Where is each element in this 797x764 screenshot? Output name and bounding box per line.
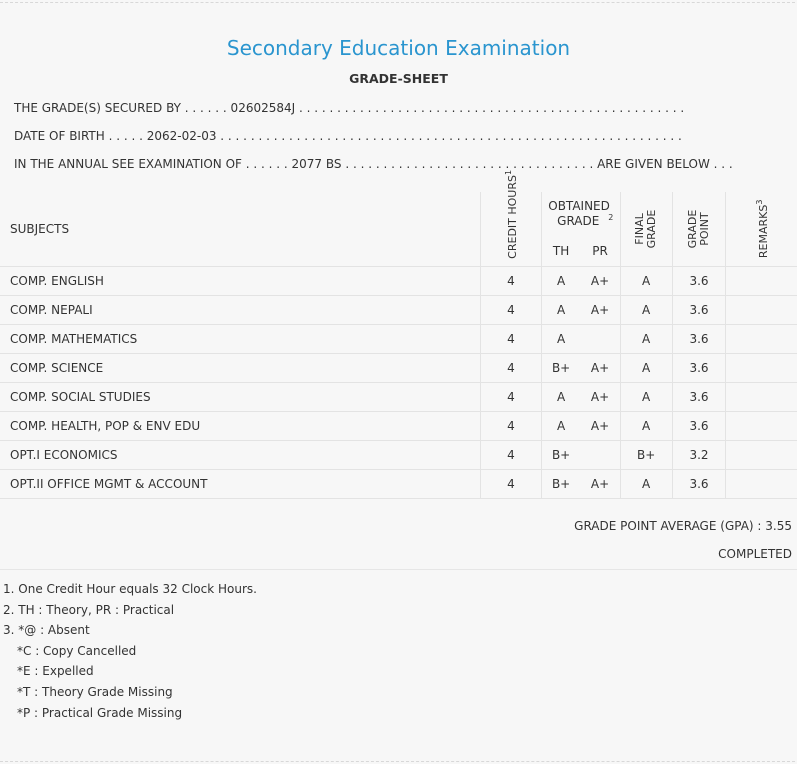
th-grade-cell: A: [541, 383, 580, 412]
pr-header: PR: [580, 236, 620, 267]
table-row: [0, 470, 797, 499]
grade-point-cell: 3.6: [672, 325, 726, 354]
table-row: [0, 412, 797, 441]
subject-cell: COMP. MATHEMATICS: [0, 325, 480, 354]
note-item: *T : Theory Grade Missing: [17, 684, 173, 699]
final-grade-cell: A: [620, 267, 672, 296]
remarks-header: REMARKS$^3$: [726, 192, 797, 267]
final-grade-header: FINAL GRADE: [620, 192, 672, 267]
credit-cell: 4: [480, 470, 541, 499]
note-item: *C : Copy Cancelled: [17, 643, 137, 658]
divider: [0, 569, 797, 570]
remarks-cell: [726, 383, 797, 412]
pr-grade-cell: A+: [580, 296, 620, 325]
th-grade-cell: B+: [541, 354, 580, 383]
th-grade-cell: B+: [541, 441, 580, 470]
obtained-grade-header: OBTAINED GRADE $^2$: [541, 192, 620, 236]
credit-cell: 4: [480, 412, 541, 441]
grade-point-cell: 3.6: [672, 383, 726, 412]
note-item: *P : Practical Grade Missing: [17, 705, 183, 720]
subject-cell: OPT.I ECONOMICS: [0, 441, 480, 470]
page-title: Secondary Education Examination: [226, 36, 571, 60]
footnotes: [3, 579, 257, 723]
grade-point-cell: 3.6: [672, 354, 726, 383]
pr-grade-cell: A+: [580, 412, 620, 441]
table-row: [0, 354, 797, 383]
final-grade-cell: A: [620, 296, 672, 325]
remarks-cell: [726, 354, 797, 383]
subject-cell: COMP. SCIENCE: [0, 354, 480, 383]
page-subtitle: GRADE-SHEET: [349, 71, 448, 86]
grade-point-header: GRADE POINT: [672, 192, 726, 267]
table-row: [0, 325, 797, 354]
th-grade-cell: A: [541, 267, 580, 296]
grade-point-cell: 3.6: [672, 296, 726, 325]
subject-cell: COMP. ENGLISH: [0, 267, 480, 296]
credit-cell: 4: [480, 325, 541, 354]
th-header: TH: [541, 236, 580, 267]
grade-point-cell: 3.6: [672, 412, 726, 441]
gpa-summary: GRADE POINT AVERAGE (GPA) : 3.55: [574, 519, 792, 533]
table-row: [0, 267, 797, 296]
final-grade-cell: B+: [620, 441, 672, 470]
credit-cell: 4: [480, 296, 541, 325]
status-text: COMPLETED: [718, 547, 792, 561]
grade-point-cell: 3.6: [672, 470, 726, 499]
secured-by-line: THE GRADE(S) SECURED BY . . . . . . 02602584J . . . . . . . . . . . . . . . . . . . . . . . . . . . . . . . . . . . . . . . . . . . . . . . . . . .: [14, 101, 685, 115]
subject-cell: COMP. HEALTH, POP & ENV EDU: [0, 412, 480, 441]
credit-cell: 4: [480, 267, 541, 296]
credit-hours-header: CREDIT HOURS$^1$: [480, 192, 541, 267]
dob-line: DATE OF BIRTH . . . . . 2062-02-03 . . . . . . . . . . . . . . . . . . . . . . . . . . . . . . . . . . . . . . . . . . . . . . . . . . . . . . . . . . . . .: [14, 129, 682, 143]
pr-grade-cell: A+: [580, 470, 620, 499]
pr-grade-cell: A+: [580, 267, 620, 296]
table-row: [0, 441, 797, 470]
remarks-cell: [726, 412, 797, 441]
credit-cell: 4: [480, 441, 541, 470]
th-grade-cell: B+: [541, 470, 580, 499]
credit-cell: 4: [480, 354, 541, 383]
subjects-header: SUBJECTS: [0, 192, 480, 267]
table-row: [0, 296, 797, 325]
th-grade-cell: A: [541, 296, 580, 325]
pr-grade-cell: A+: [580, 354, 620, 383]
th-grade-cell: A: [541, 412, 580, 441]
final-grade-cell: A: [620, 325, 672, 354]
grade-point-cell: 3.6: [672, 267, 726, 296]
remarks-cell: [726, 441, 797, 470]
pr-grade-cell: [580, 441, 620, 470]
note-item: 3. *@ : Absent: [3, 623, 90, 638]
note-item: *E : Expelled: [17, 664, 94, 679]
remarks-cell: [726, 325, 797, 354]
subject-cell: COMP. SOCIAL STUDIES: [0, 383, 480, 412]
subject-cell: OPT.II OFFICE MGMT & ACCOUNT: [0, 470, 480, 499]
subject-cell: COMP. NEPALI: [0, 296, 480, 325]
final-grade-cell: A: [620, 383, 672, 412]
th-grade-cell: A: [541, 325, 580, 354]
final-grade-cell: A: [620, 470, 672, 499]
pr-grade-cell: [580, 325, 620, 354]
grade-table: [0, 170, 797, 499]
remarks-cell: [726, 267, 797, 296]
pr-grade-cell: A+: [580, 383, 620, 412]
remarks-cell: [726, 470, 797, 499]
note-item: 2. TH : Theory, PR : Practical: [3, 602, 175, 617]
note-item: 1. One Credit Hour equals 32 Clock Hours.: [3, 582, 257, 596]
exam-line: IN THE ANNUAL SEE EXAMINATION OF . . . . . . 2077 BS . . . . . . . . . . . . . . . . . . . . . . . . . . . . . . . . . ARE GIVEN BELOW . . .: [14, 157, 733, 171]
final-grade-cell: A: [620, 412, 672, 441]
remarks-cell: [726, 296, 797, 325]
credit-cell: 4: [480, 383, 541, 412]
table-row: [0, 383, 797, 412]
final-grade-cell: A: [620, 354, 672, 383]
grade-point-cell: 3.2: [672, 441, 726, 470]
